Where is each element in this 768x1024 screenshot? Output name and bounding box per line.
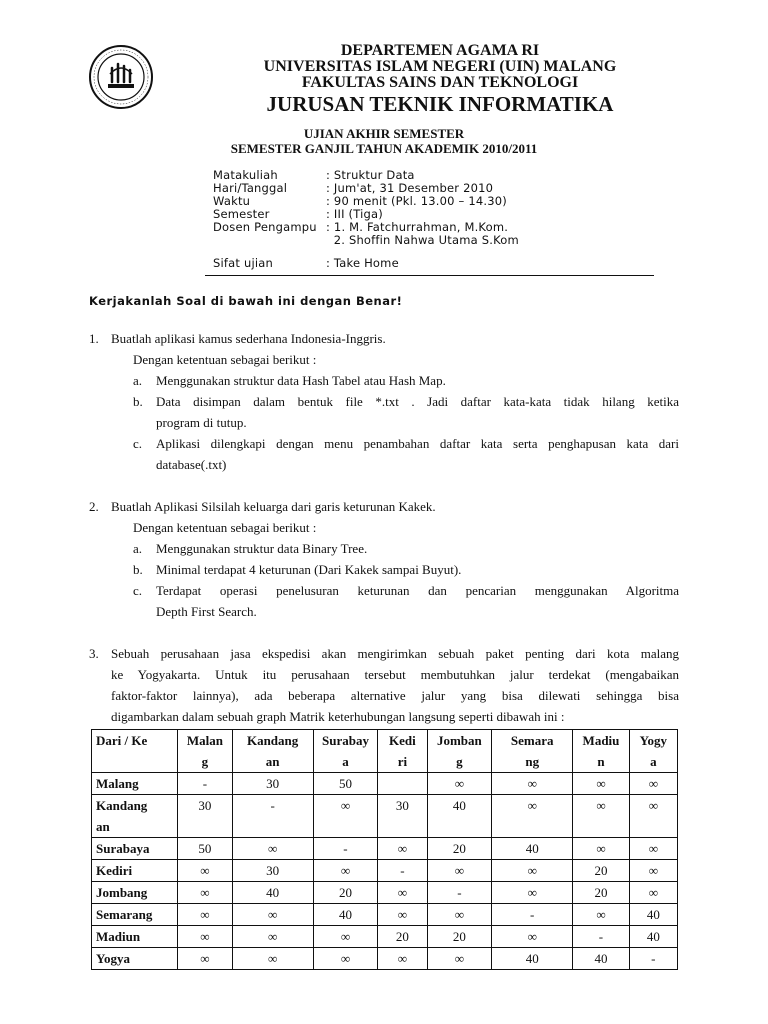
column-header-part: a: [650, 754, 657, 769]
table-body: [92, 773, 678, 970]
q1-c-text-cont: database(.txt): [156, 457, 227, 472]
table-cell: 50: [313, 773, 378, 795]
instruction: Kerjakanlah Soal di bawah ini dengan Benar!: [89, 294, 403, 308]
table-cell: 30: [178, 795, 232, 838]
table-cell: ∞: [178, 948, 232, 970]
table-row: [92, 838, 678, 860]
table-cell: 40: [492, 838, 573, 860]
table-cell: 20: [427, 838, 492, 860]
info-key: Hari/Tanggal: [213, 181, 288, 195]
table-cell: ∞: [313, 926, 378, 948]
table-cell: -: [313, 838, 378, 860]
column-header: [232, 730, 313, 773]
table-cell: 40: [492, 948, 573, 970]
q2-a-text: Menggunakan struktur data Binary Tree.: [156, 541, 368, 556]
q3-text-line2: ke Yogyakarta. Untuk itu perusahaan tersebut membutuhkan jalur terdekat (mengabaikan: [111, 667, 679, 682]
row-header: [92, 795, 178, 838]
table-cell: ∞: [629, 882, 677, 904]
table-row: [92, 860, 678, 882]
row-header: [92, 773, 178, 795]
table-cell: -: [492, 904, 573, 926]
row-header-part: Surabaya: [96, 841, 150, 856]
table-cell: ∞: [427, 773, 492, 795]
corner-label: Dari / Ke: [96, 733, 148, 748]
table-cell: ∞: [232, 904, 313, 926]
table-cell: ∞: [492, 795, 573, 838]
table-cell: ∞: [629, 860, 677, 882]
table-cell: ∞: [178, 926, 232, 948]
table-row: [92, 773, 678, 795]
column-header-part: an: [265, 754, 280, 769]
table-cell: ∞: [178, 904, 232, 926]
info-value: : 1. M. Fatchurrahman, M.Kom.: [326, 220, 509, 234]
table-corner-header: [92, 730, 178, 773]
table-cell: ∞: [378, 904, 427, 926]
table-cell: -: [378, 860, 427, 882]
row-header-part: Kediri: [96, 863, 133, 878]
table-row: [92, 904, 678, 926]
table-cell: ∞: [378, 882, 427, 904]
table-cell: 30: [378, 795, 427, 838]
q3-text-line3: faktor-faktor lainnya), ada beberapa alternative jalur yang bisa dilewati sehingga bisa: [111, 688, 679, 703]
table-cell: ∞: [573, 904, 629, 926]
table-cell: 20: [573, 882, 629, 904]
row-header-part: Yogya: [96, 951, 130, 966]
row-header-part: Madiun: [96, 929, 141, 944]
row-header: [92, 926, 178, 948]
column-header: [378, 730, 427, 773]
table-cell: ∞: [629, 838, 677, 860]
info-key: Matakuliah: [213, 168, 278, 182]
exam-info: [0, 168, 768, 274]
table-cell: ∞: [313, 948, 378, 970]
table-cell: ∞: [232, 838, 313, 860]
table-cell: -: [232, 795, 313, 838]
table-cell: -: [427, 882, 492, 904]
column-header-part: Kandang: [246, 733, 299, 748]
table-cell: ∞: [492, 926, 573, 948]
column-header-part: Surabay: [321, 733, 369, 748]
info-value: : 90 menit (Pkl. 13.00 – 14.30): [326, 194, 507, 208]
table-cell: 40: [629, 926, 677, 948]
q1-c-label: c.: [133, 436, 143, 451]
row-header: [92, 882, 178, 904]
row-header-part: Jombang: [96, 885, 148, 900]
column-header: [492, 730, 573, 773]
column-header-part: ri: [397, 754, 408, 769]
column-header-part: Yogy: [639, 733, 668, 748]
info-value: 2. Shoffin Nahwa Utama S.Kom: [326, 233, 519, 247]
row-header-part: an: [96, 819, 110, 834]
q2-b-text: Minimal terdapat 4 keturunan (Dari Kakek sampai Buyut).: [156, 562, 462, 577]
info-value: : III (Tiga): [326, 207, 383, 221]
table-cell: ∞: [573, 795, 629, 838]
q2-number: 2.: [89, 499, 99, 514]
info-key: Dosen Pengampu: [213, 220, 317, 234]
info-key: Semester: [213, 207, 270, 221]
table-cell: -: [629, 948, 677, 970]
column-header-part: ng: [525, 754, 540, 769]
q1-a-text: Menggunakan struktur data Hash Tabel atau Hash Map.: [156, 373, 446, 388]
column-header-part: g: [456, 754, 463, 769]
q2-c-label: c.: [133, 583, 143, 598]
row-header-part: Semarang: [96, 907, 153, 922]
row-header: [92, 948, 178, 970]
table-row: [92, 948, 678, 970]
column-header: [313, 730, 378, 773]
q2-a-label: a.: [133, 541, 143, 556]
table-cell: ∞: [492, 882, 573, 904]
info-value: : Take Home: [326, 256, 399, 270]
table-cell: ∞: [573, 838, 629, 860]
column-header-part: g: [201, 754, 209, 769]
row-header: [92, 904, 178, 926]
table-cell: ∞: [427, 948, 492, 970]
q2-c-text-cont: Depth First Search.: [156, 604, 257, 619]
table-cell: ∞: [492, 773, 573, 795]
table-cell: ∞: [313, 860, 378, 882]
table-cell: ∞: [573, 773, 629, 795]
q1-a-label: a.: [133, 373, 143, 388]
table-cell: 20: [573, 860, 629, 882]
header-faculty: FAKULTAS SAINS DAN TEKNOLOGI: [301, 74, 579, 91]
q2-b-label: b.: [133, 562, 143, 577]
q2-c-text: Terdapat operasi penelusuran keturunan dan pencarian menggunakan Algoritma: [156, 583, 679, 598]
row-header: [92, 838, 178, 860]
table-cell: 50: [178, 838, 232, 860]
table-cell: ∞: [629, 773, 677, 795]
row-header-part: Kandang: [96, 798, 148, 813]
q3-text-line4: digambarkan dalam sebuah graph Matrik keterhubungan langsung seperti dibawah ini :: [111, 709, 565, 724]
column-header-part: Madiu: [582, 733, 620, 748]
column-header-part: n: [597, 754, 605, 769]
table-cell: ∞: [378, 838, 427, 860]
row-header: [92, 860, 178, 882]
table-row: [92, 882, 678, 904]
table-cell: 20: [427, 926, 492, 948]
table-header-row: [92, 730, 678, 773]
q1-intro: Dengan ketentuan sebagai berikut :: [133, 352, 317, 367]
table-cell: ∞: [232, 948, 313, 970]
info-key: Waktu: [213, 194, 251, 208]
table-row: [92, 926, 678, 948]
table-cell: 40: [427, 795, 492, 838]
column-header: [427, 730, 492, 773]
exam-title: UJIAN AKHIR SEMESTER: [303, 126, 465, 141]
q1-b-text-cont: program di tutup.: [156, 415, 247, 430]
header-program: JURUSAN TEKNIK INFORMATIKA: [266, 92, 614, 116]
q3-number: 3.: [89, 646, 99, 661]
header-divider: [205, 275, 654, 276]
table-cell: -: [573, 926, 629, 948]
info-key: Sifat ujian: [213, 256, 273, 270]
column-header-part: Malan: [186, 733, 223, 748]
column-header: [178, 730, 232, 773]
header-department: DEPARTEMEN AGAMA RI: [340, 42, 540, 59]
table-cell: 40: [232, 882, 313, 904]
q2-intro: Dengan ketentuan sebagai berikut :: [133, 520, 317, 535]
table-cell: ∞: [492, 860, 573, 882]
table-row: [92, 795, 678, 838]
column-header: [629, 730, 677, 773]
table-cell: ∞: [232, 926, 313, 948]
table-cell: ∞: [378, 948, 427, 970]
table-cell: 40: [629, 904, 677, 926]
q1-b-text: Data disimpan dalam bentuk file *.txt . Jadi daftar kata-kata tidak hilang ketika: [156, 394, 679, 409]
q1-number: 1.: [89, 331, 99, 346]
header-university: UNIVERSITAS ISLAM NEGERI (UIN) MALANG: [263, 58, 617, 75]
table-cell: ∞: [427, 860, 492, 882]
row-header-part: Malang: [96, 776, 139, 791]
exam-subtitle: SEMESTER GANJIL TAHUN AKADEMIK 2010/2011: [230, 141, 538, 156]
column-header-part: Semara: [510, 733, 554, 748]
q2-text: Buatlah Aplikasi Silsilah keluarga dari garis keturunan Kakek.: [111, 499, 436, 514]
table-cell: 40: [313, 904, 378, 926]
q1-b-label: b.: [133, 394, 143, 409]
info-value: : Jum'at, 31 Desember 2010: [326, 181, 494, 195]
table-cell: ∞: [178, 860, 232, 882]
table-cell: ∞: [427, 904, 492, 926]
column-header-part: Kedi: [389, 733, 416, 748]
info-value: : Struktur Data: [326, 168, 415, 182]
table-cell: -: [178, 773, 232, 795]
table-cell: 20: [378, 926, 427, 948]
table-cell: ∞: [313, 795, 378, 838]
table-cell: 20: [313, 882, 378, 904]
adjacency-matrix-table: [91, 729, 678, 970]
q1-text: Buatlah aplikasi kamus sederhana Indonesia-Inggris.: [111, 331, 386, 346]
column-header: [573, 730, 629, 773]
column-header-part: a: [342, 754, 349, 769]
table-cell: [378, 773, 427, 795]
q3-text-line1: Sebuah perusahaan jasa ekspedisi akan mengirimkan sebuah paket penting dari kota malang: [111, 646, 679, 661]
table-cell: ∞: [629, 795, 677, 838]
table-cell: ∞: [178, 882, 232, 904]
table-cell: 30: [232, 860, 313, 882]
table-cell: 40: [573, 948, 629, 970]
column-header-part: Jomban: [436, 733, 482, 748]
table-cell: 30: [232, 773, 313, 795]
q1-c-text: Aplikasi dilengkapi dengan menu penambahan daftar kata serta penghapusan kata dari: [156, 436, 679, 451]
